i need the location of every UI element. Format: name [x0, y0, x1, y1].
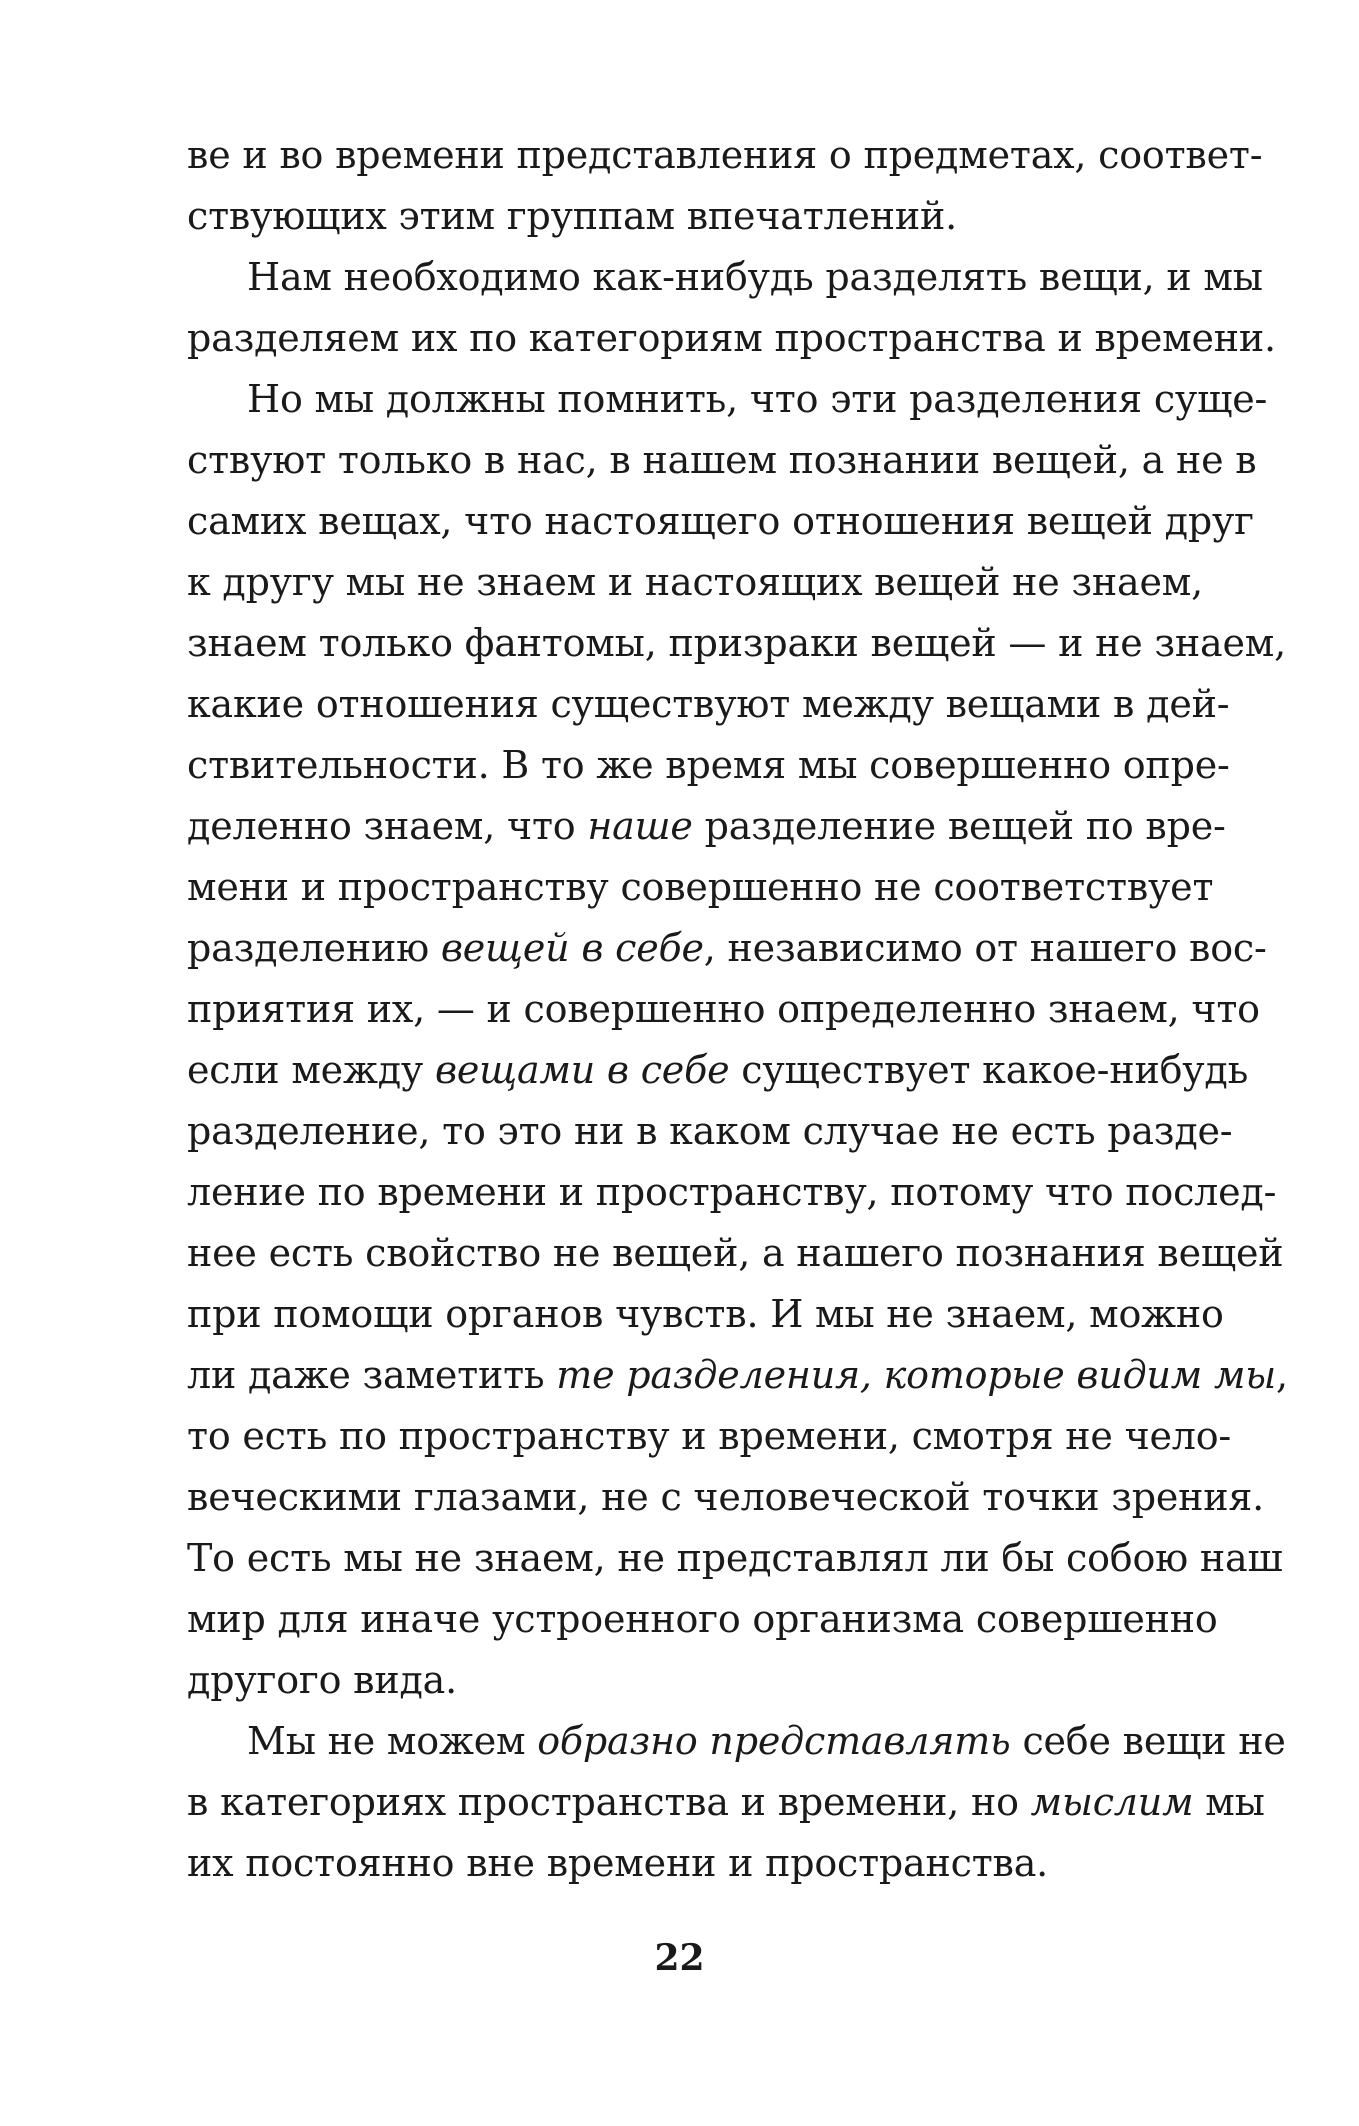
text-line: мени и пространству совершенно не соответствует	[187, 865, 1214, 909]
text-line: мир для иначе устроенного организма совершенно	[187, 1597, 1218, 1641]
italic-span: вещами в себе	[434, 1048, 730, 1092]
text-span: деленно знаем, что	[187, 804, 588, 848]
text-line	[187, 918, 1267, 978]
italic-span: наше	[587, 804, 693, 848]
text-line: то есть по пространству и времени, смотря не чело-	[187, 1414, 1232, 1458]
text-line: То есть мы не знаем, не представлял ли бы собою наш	[187, 1536, 1283, 1580]
text-line: ве и во времени представления о предметах, соответ-	[187, 133, 1263, 177]
text-line: разделяем их по категориям пространства и времени.	[187, 316, 1276, 360]
text-line: к другу мы не знаем и настоящих вещей не знаем,	[187, 560, 1204, 604]
text-line: разделение, то это ни в каком случае не есть разде-	[187, 1109, 1233, 1153]
text-line: какие отношения существуют между вещами в дей-	[187, 682, 1230, 726]
text-line	[187, 1772, 1265, 1832]
text-line: Нам необходимо как-нибудь разделять вещи, и мы	[247, 255, 1263, 299]
text-line: самих вещах, что настоящего отношения вещей друг	[187, 499, 1254, 543]
text-span: себе вещи не	[1010, 1719, 1286, 1763]
text-span: если между	[187, 1048, 435, 1092]
text-line: знаем только фантомы, призраки вещей — и не знаем,	[187, 621, 1287, 665]
text-line: нее есть свойство не вещей, а нашего познания вещей	[187, 1231, 1284, 1275]
text-line: ствительности. В то же время мы совершенно опре-	[187, 743, 1230, 787]
text-span: в категориях пространства и времени, но	[187, 1780, 1031, 1824]
italic-span: вещей в себе	[440, 926, 704, 970]
text-line: ствуют только в нас, в нашем познании вещей, а не в	[187, 438, 1257, 482]
text-line: ление по времени и пространству, потому что послед-	[187, 1170, 1277, 1214]
text-span: разделению	[187, 926, 441, 970]
text-line: ствующих этим группам впечатлений.	[187, 194, 958, 238]
italic-span: образно представлять	[537, 1719, 1011, 1763]
text-span: мы	[1193, 1780, 1265, 1824]
italic-span: мыслим	[1030, 1780, 1194, 1824]
text-line: другого вида.	[187, 1658, 457, 1702]
text-span: Мы не можем	[247, 1719, 538, 1763]
text-span: ,	[1276, 1353, 1288, 1397]
text-line	[187, 796, 1226, 856]
text-line: их постоянно вне времени и пространства.	[187, 1841, 1049, 1885]
text-line: веческими глазами, не с человеческой точки зрения.	[187, 1475, 1265, 1519]
text-line: при помощи органов чувств. И мы не знаем, можно	[187, 1292, 1224, 1336]
text-line: приятия их, — и совершенно определенно знаем, что	[187, 987, 1260, 1031]
text-line: Но мы должны помнить, что эти разделения суще-	[247, 377, 1268, 421]
text-line	[187, 1345, 1288, 1405]
text-span: разделение вещей по вре-	[692, 804, 1226, 848]
text-span: ли даже заметить	[187, 1353, 557, 1397]
italic-span: те разделения, которые видим мы	[556, 1353, 1276, 1397]
text-span: существует какое-нибудь	[729, 1048, 1249, 1092]
text-line	[247, 1711, 1286, 1771]
text-line	[187, 1040, 1249, 1100]
page-number: 22	[654, 1937, 705, 1979]
text-span: , независимо от нашего вос-	[703, 926, 1267, 970]
